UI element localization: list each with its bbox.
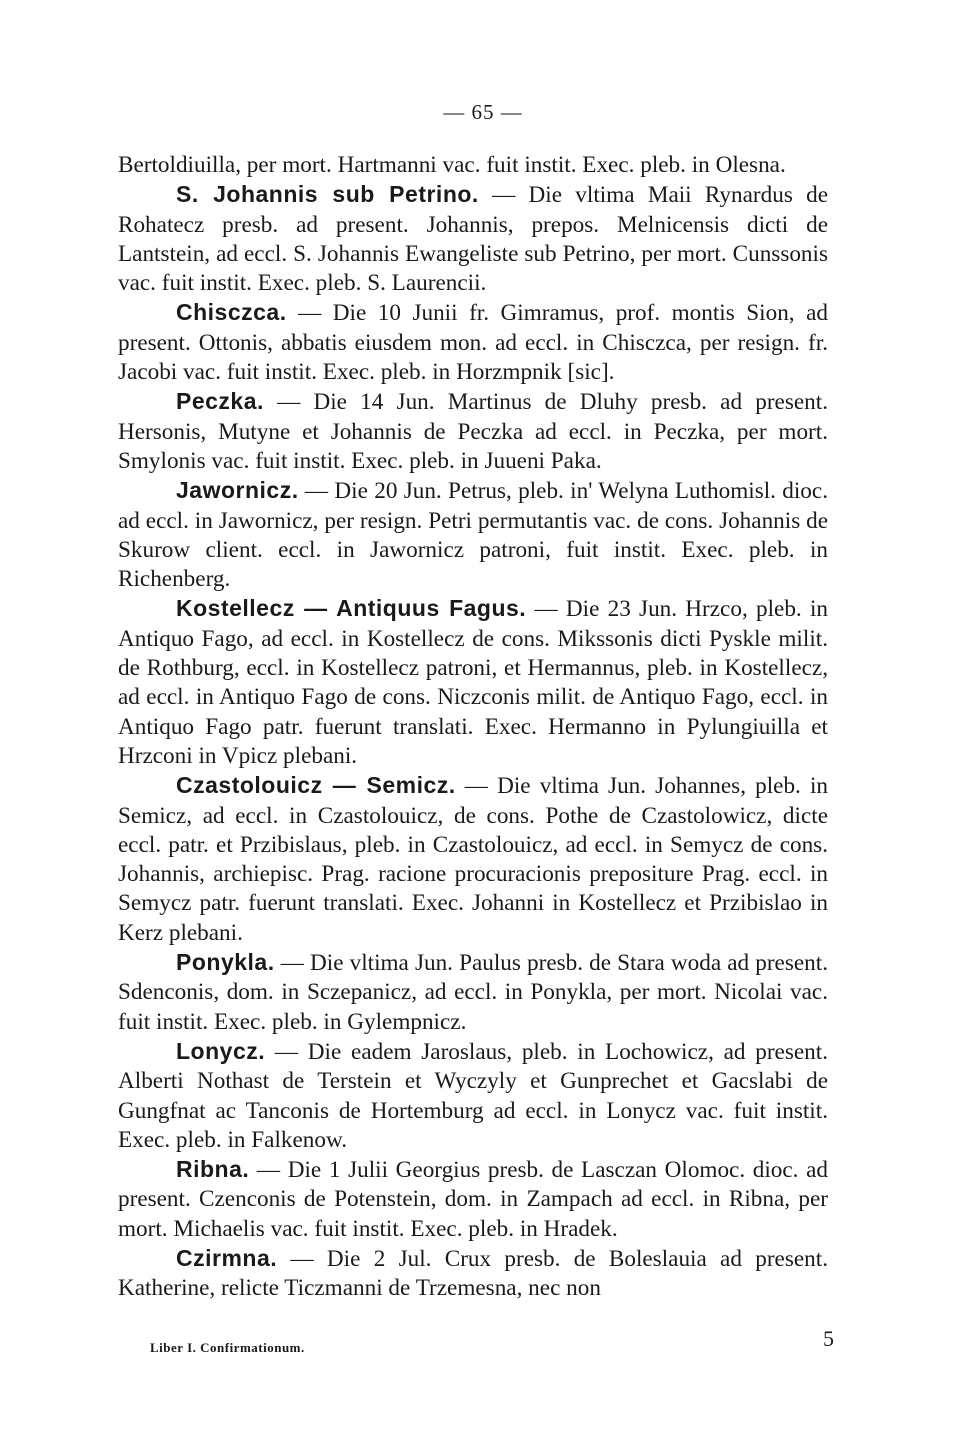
entry-heading: Czirmna. [176, 1244, 278, 1271]
entry-ponykla [118, 948, 828, 1037]
entry-ribna [118, 1155, 828, 1244]
entry-text: — Die vltima Jun. Paulus presb. de Stara woda ad present. Sdenconis, dom. in Sczepanicz, ad eccl. in Ponykla, per mort. Nicolai vac. fuit instit. Exec. pleb. in Gylempnicz. [118, 950, 828, 1035]
entry-jawornicz [118, 476, 828, 594]
document-page [118, 100, 828, 1304]
entry-heading: Kostellecz — Antiquus Fagus. [176, 595, 527, 622]
entry-text: — Die 2 Jul. Crux presb. de Boleslauia ad present. Katherine, relicte Ticzmanni de Trzemesna, nec non [118, 1245, 828, 1302]
entry-lonycz [118, 1037, 828, 1155]
page-number: — 65 — [443, 100, 523, 124]
paragraph-text: Bertoldiuilla, per mort. Hartmanni vac. fuit instit. Exec. pleb. in Olesna. [118, 152, 786, 178]
entry-heading: Ponykla. [176, 949, 275, 976]
entry-text: — Die 1 Julii Georgius presb. de Lasczan Olomoc. dioc. ad present. Czenconis de Potenstein, dom. in Zampach ad eccl. in Ribna, per mort. Michaelis vac. fuit instit. Exec. pleb. in Hradek. [118, 1157, 828, 1242]
footer-book-title: Liber I. Confirmationum. [150, 1340, 305, 1355]
entry-heading: Czastolouicz — Semicz. [176, 772, 456, 799]
entry-text: — Die 23 Jun. Hrzco, pleb. in Antiquo Fago, ad eccl. in Kostellecz de cons. Mikssonis dicti Pyskle milit. de Rothburg, eccl. in Kostellecz patroni, et Hermannus, pleb. in Kostellecz, ad eccl. in Antiquo Fago de cons. Niczconis milit. de Antiquo Fago, eccl. in Antiquo Fago patr. fuerunt translati. Exec. Hermanno in Pylungiuilla et Hrzconi in Vpicz plebani. [118, 596, 828, 769]
entry-text: — Die vltima Maii Rynardus de Rohatecz presb. ad present. Johannis, prepos. Melnicensis dicti de Lantstein, ad eccl. S. Johannis Ewangeliste sub Petrino, per mort. Cunssonis vac. fuit instit. Exec. pleb. S. Laurencii. [118, 182, 829, 297]
entry-text: — Die 10 Junii fr. Gimramus, prof. montis Sion, ad present. Ottonis, abbatis eiusdem mon. ad eccl. in Chisczca, per resign. fr. Jacobi vac. fuit instit. Exec. pleb. in Horzmpnik [sic]. [118, 300, 828, 386]
page-footer [150, 1326, 834, 1356]
entry-s-johannis [118, 180, 828, 298]
footer-signature-mark: 5 [823, 1326, 834, 1351]
entry-chisczca [118, 298, 828, 387]
entry-heading: Chisczca. [176, 299, 287, 326]
body-text [118, 151, 828, 1304]
entry-heading: Lonycz. [176, 1037, 266, 1064]
entry-text: — Die eadem Jaroslaus, pleb. in Lochowicz, ad present. Alberti Nothast de Terstein et Wyczyly et Gunprechet et Gacslabi de Gungfnat ac Tanconis de Hortemburg ad eccl. in Lonycz vac. fuit instit. Exec. pleb. in Falkenow. [118, 1038, 828, 1153]
entry-heading: Jawornicz. [176, 477, 299, 504]
entry-heading: Ribna. [176, 1156, 250, 1183]
paragraph-intro [118, 151, 828, 180]
entry-heading: S. Johannis sub Petrino. [176, 181, 479, 208]
entry-text: — Die vltima Jun. Johannes, pleb. in Semicz, ad eccl. in Czastolouicz, de cons. Pothe de Czastolowicz, dicte eccl. patr. et Przibislaus, pleb. in Czastolouicz, ad eccl. in Semycz de cons. Johannis, archiepisc. Prag. racione procuracionis prepositure Prag. eccl. in Semycz patr. fuerunt translati. Exec. Johanni in Kostellecz et Przibislao in Kerz plebani. [118, 773, 828, 946]
entry-heading: Peczka. [176, 388, 264, 415]
entry-peczka [118, 387, 828, 476]
entry-czirmna [118, 1244, 828, 1304]
entry-czastolouicz [118, 771, 828, 948]
entry-kostellecz [118, 594, 828, 771]
entry-text: — Die 14 Jun. Martinus de Dluhy presb. ad present. Hersonis, Mutyne et Johannis de Peczka ad eccl. in Peczka, per mort. Smylonis vac. fuit instit. Exec. pleb. in Juueni Paka. [118, 389, 828, 474]
entry-text: — Die 20 Jun. Petrus, pleb. in' Welyna Luthomisl. dioc. ad eccl. in Jawornicz, per resign. Petri permutantis vac. de cons. Johannis de Skurow client. eccl. in Jawornicz patroni, fuit instit. Exec. pleb. in Richenberg. [118, 478, 828, 593]
